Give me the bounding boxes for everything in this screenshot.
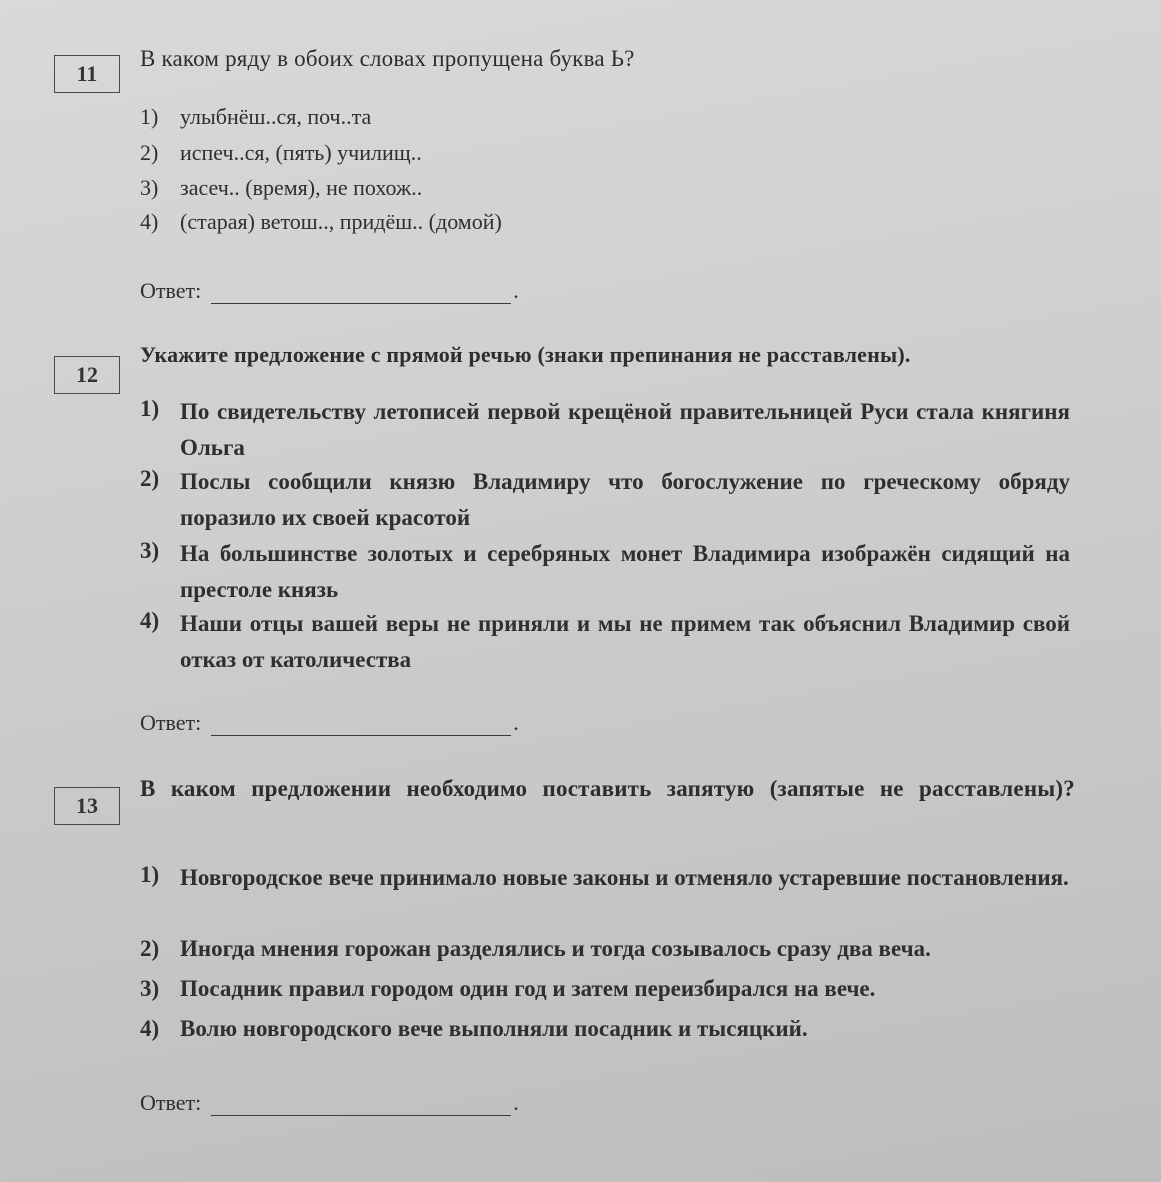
option-4 (140, 209, 502, 235)
answer-field[interactable] (211, 283, 511, 304)
answer-row (140, 710, 519, 736)
option-index: 2) (140, 936, 160, 961)
task-number-box: 12 (54, 356, 120, 394)
option-index: 4) (140, 1016, 160, 1041)
option-1 (140, 862, 1070, 896)
option-text: Иногда мнения горожан разделялись и тогда созывалось сразу два веча. (180, 936, 931, 961)
option-index: 3) (140, 175, 159, 200)
option-text: засеч.. (время), не похож.. (180, 175, 423, 200)
task-question: Укажите предложение с прямой речью (знаки препинания не расставлены). (140, 342, 911, 367)
option-1 (140, 396, 1070, 466)
answer-field[interactable] (211, 1095, 511, 1116)
option-index: 2) (140, 140, 159, 165)
option-4 (140, 608, 1070, 678)
option-index: 3) (140, 976, 160, 1001)
option-2 (140, 466, 1070, 536)
answer-end: . (513, 278, 519, 303)
option-2 (140, 140, 422, 166)
answer-row (140, 1090, 519, 1116)
option-text: На большинстве золотых и серебряных монет Владимира изображён сидящий на престоле князь (180, 541, 1070, 602)
option-1 (140, 104, 371, 130)
answer-end: . (513, 1090, 519, 1115)
option-index: 1) (140, 396, 160, 421)
option-index: 2) (140, 466, 160, 491)
answer-label: Ответ: (140, 710, 202, 735)
option-text: (старая) ветош.., придёш.. (домой) (180, 209, 502, 234)
option-text: Новгородское вече принимало новые законы и отменяло устаревшие постановления. (180, 865, 1069, 890)
answer-label: Ответ: (140, 278, 202, 303)
task-number-box: 11 (54, 55, 120, 93)
option-text: испеч..ся, (пять) училищ.. (180, 140, 422, 165)
option-3 (140, 976, 875, 1002)
option-3 (140, 538, 1070, 608)
answer-end: . (513, 710, 519, 735)
option-text: По свидетельству летописей первой крещёной правительницей Руси стала княгиня Ольга (180, 399, 1070, 460)
option-index: 4) (140, 209, 159, 234)
option-index: 3) (140, 538, 160, 563)
option-3 (140, 175, 422, 201)
option-4 (140, 1016, 808, 1042)
answer-label: Ответ: (140, 1090, 202, 1115)
option-index: 1) (140, 862, 160, 887)
answer-row (140, 278, 519, 304)
option-text: Наши отцы вашей веры не приняли и мы не примем так объяснил Владимир свой отказ от католичества (180, 611, 1070, 672)
option-2 (140, 936, 931, 962)
option-text: Посадник правил городом один год и затем переизбирался на вече. (180, 976, 876, 1001)
task-question: В каком ряду в обоих словах пропущена буква Ь? (140, 46, 635, 71)
task-number-box: 13 (54, 787, 120, 825)
option-index: 1) (140, 104, 159, 129)
option-text: Волю новгородского вече выполняли посадник и тысяцкий. (180, 1016, 808, 1041)
option-text: Послы сообщили князю Владимиру что богослужение по греческому обряду поразило их своей красотой (180, 469, 1070, 530)
answer-field[interactable] (211, 715, 511, 736)
option-text: улыбнёш..ся, поч..та (180, 104, 372, 129)
task-question: В каком предложении необходимо поставить запятую (запятые не расставлены)? (140, 776, 1075, 801)
option-index: 4) (140, 608, 160, 633)
